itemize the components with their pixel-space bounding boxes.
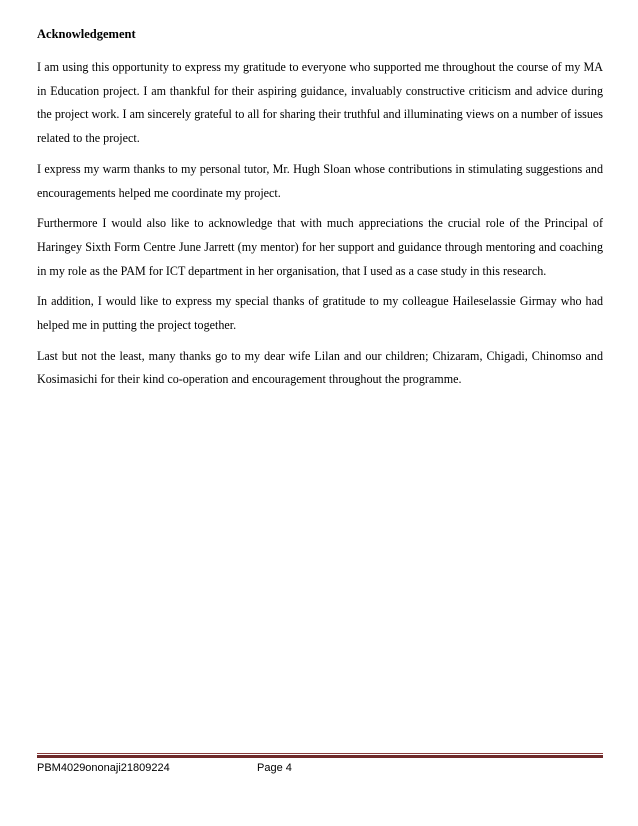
- paragraph-family: Last but not the least, many thanks go to my dear wife Lilan and our children; Chizaram, Chigadi, Chinomso and Kosimasichi for their kind co-operation and encouragement throughout the programme.: [37, 348, 603, 387]
- page-body: [37, 26, 603, 399]
- page-heading: Acknowledgement: [37, 27, 136, 41]
- paragraph-colleague: In addition, I would like to express my special thanks of gratitude to my colleague Haileselassie Girmay who had helped me in putting the project together.: [37, 294, 603, 333]
- paragraph-gratitude: I am using this opportunity to express my gratitude to everyone who supported me throughout the course of my MA in Education project. I am thankful for their aspiring guidance, invaluably constructive criticism and advice during the project work. I am sincerely grateful to all for sharing their truthful and illuminating views on a number of issues related to the project.: [37, 60, 603, 146]
- footer-divider-thick: [37, 755, 603, 758]
- paragraph-tutor: I express my warm thanks to my personal tutor, Mr. Hugh Sloan whose contributions in stimulating suggestions and encouragements helped me coordinate my project.: [37, 161, 603, 200]
- footer-document-id: PBM4029ononaji21809224: [37, 762, 170, 774]
- paragraph-mentor: Furthermore I would also like to acknowledge that with much appreciations the crucial role of the Principal of Haringey Sixth Form Centre June Jarrett (my mentor) for her support and guidance through mentoring and coaching in my role as the PAM for ICT department in her organisation, that I used as a case study in this research.: [37, 216, 603, 278]
- footer-divider-thin: [37, 753, 603, 754]
- footer-page-number: Page 4: [257, 762, 292, 774]
